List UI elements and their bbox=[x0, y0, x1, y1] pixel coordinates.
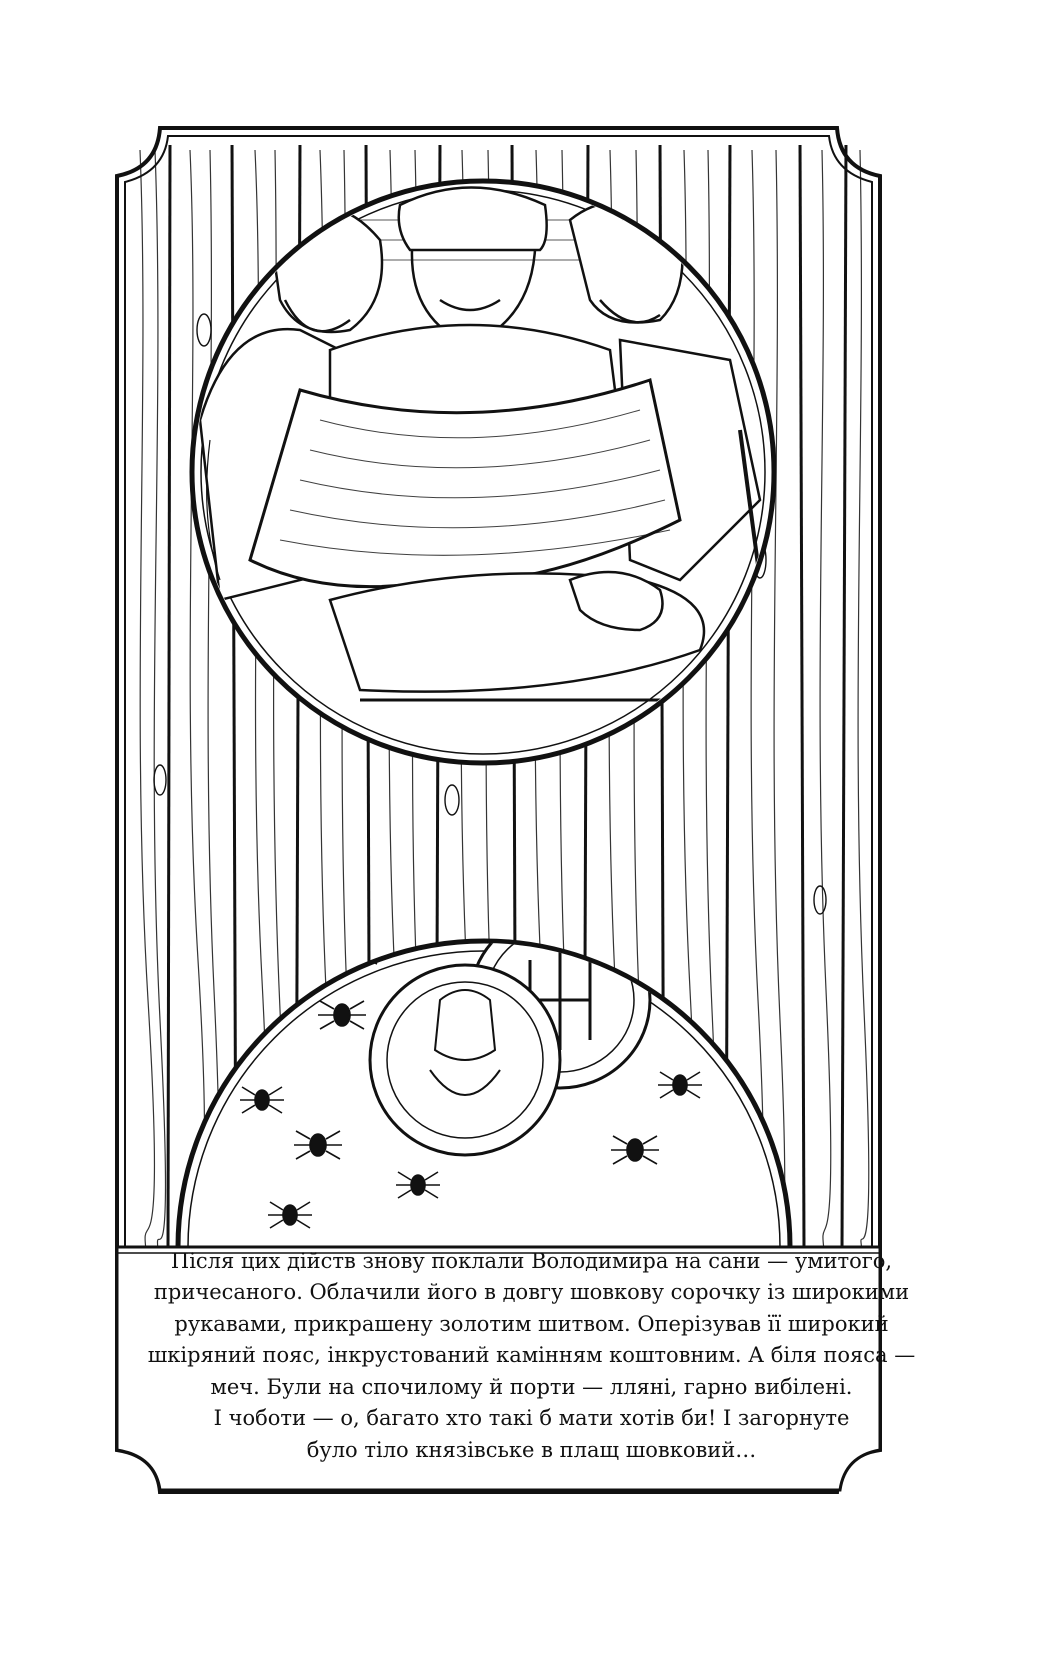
upper-medallion-scene bbox=[190, 181, 780, 763]
caption-line: причесаного. Облачили його в довгу шовкову сорочку із широкими bbox=[153, 1280, 910, 1305]
caption-line: рукавами, прикрашену золотим шитвом. Оперізував її широкий bbox=[174, 1311, 889, 1336]
coin-front bbox=[370, 965, 560, 1155]
caption-text bbox=[147, 1248, 916, 1462]
caption-line: шкіряний пояс, інкрустований камінням коштовним. А біля пояса — bbox=[147, 1343, 916, 1368]
caption-line: І чоботи — о, багато хто такі б мати хотів би! І загорнуте bbox=[213, 1406, 850, 1431]
caption-line: меч. Були на спочилому й порти — лляні, гарно вибілені. bbox=[210, 1374, 853, 1399]
lower-coins-scene bbox=[178, 912, 790, 1247]
caption-line: Після цих дійств знову поклали Володимира на сани — умитого, bbox=[170, 1248, 893, 1273]
caption-line: було тіло князівське в плащ шовковий… bbox=[306, 1437, 757, 1462]
